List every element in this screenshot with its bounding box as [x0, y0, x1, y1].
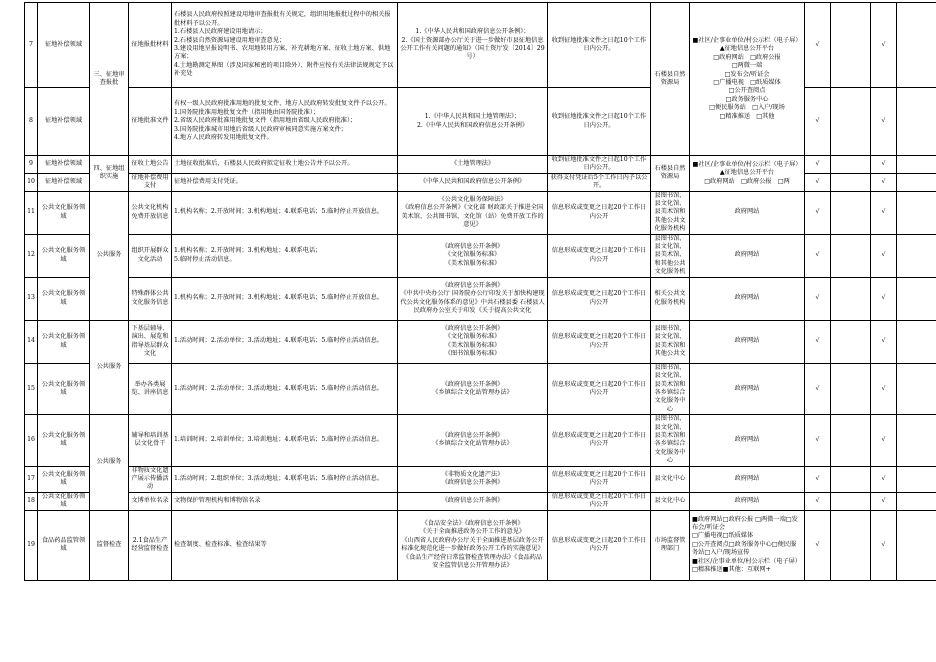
time-cell: 收到征地批准文件之日起10个工作日内公开。 — [548, 3, 651, 88]
item-level1: 征地补偿领域 — [38, 156, 90, 174]
channel-cell: 政府网站 — [690, 191, 805, 234]
item-level3: 非物质文化遗产展示传播活动 — [129, 466, 172, 492]
time-cell: 信息形成或变更之日起20个工作日内公开 — [548, 415, 651, 466]
item-level3: 公共文化机构免费开放信息 — [129, 191, 172, 234]
mark-cell — [897, 363, 936, 414]
subject-cell: 石楼县自然资源局 — [651, 156, 690, 192]
mark-cell: √ — [805, 510, 831, 580]
content-cell: 石楼县人民政府按照建设用地审查报批有关规定，组织用地报批过程中的相关报批材料予以公开。 1.石楼县人民政府建设用地请示； 2.石楼县自然资源局建设用地审查意见； 3.建设用地呈报说明书、农用地转用方案、补充耕地方案、征收土地方案、供地方案； 4.土地勘测定界图（涉及国家秘密的项目除外）、附件应按有关法律法规规定予以补充处 — [172, 3, 398, 88]
mark-cell: √ — [871, 510, 897, 580]
item-level2: 公共服务 — [90, 191, 129, 320]
basis-cell: 《公共文化服务保障法》 《政府信息公开条例》《文化部 财政部关于推进全国美术馆、公共图书馆、文化馆（站）免费开放工作的意见》 — [398, 191, 548, 234]
item-level1: 公共文化服务领域 — [38, 415, 90, 466]
mark-cell — [897, 173, 936, 191]
mark-cell: √ — [805, 320, 831, 363]
channel-cell: ■社区/企事业单位/村公示栏（电子屏） ▲征地信息公开平台 □政府网站 □政府公报 □两 — [690, 156, 805, 192]
subject-cell: 县图书馆、县文化馆、县美术馆和各乡镇综合文化服务中心 — [651, 363, 690, 414]
time-cell: 收到征地批准文件之日起10个工作日内公开。 — [548, 88, 651, 156]
mark-cell: √ — [871, 191, 897, 234]
time-cell: 信息形成或变更之日起20个工作日内公开 — [548, 320, 651, 363]
basis-cell: 《政府信息公开条例》 《中共中央办公厅 国务院办公厅印发关于加快构建现代公共文化服务体系的意见》中共石楼县委 石楼县人民政府办公室关于印发《关于提高公共文化 — [398, 277, 548, 320]
time-cell: 信息形成或变更之日起20个工作日内公开 — [548, 234, 651, 277]
item-level2: 公共服务 — [90, 415, 129, 510]
content-cell: 土地征收批准后，石楼县人民政府拟定征收土地公告并予以公开。 — [172, 156, 398, 174]
subject-cell: 县文化中心 — [651, 492, 690, 510]
mark-cell: √ — [805, 3, 831, 88]
item-level3: 辅导和培训基层文化骨干 — [129, 415, 172, 466]
mark-cell — [831, 466, 871, 492]
content-cell: 1.活动时间；2.组织单位；3.活动地址；4.联系电话；5.临时停止活动信息。 — [172, 466, 398, 492]
subject-cell: 县图书馆、县文化馆、县美术馆和其他公共文 — [651, 320, 690, 363]
mark-cell — [831, 156, 871, 174]
item-level2: 监督检查 — [90, 510, 129, 580]
content-cell: 征地补偿费用支付凭证。 — [172, 173, 398, 191]
item-level3: 征地批准文件 — [129, 88, 172, 156]
item-level2: 四、征地组织实施 — [90, 156, 129, 192]
table-row — [25, 320, 936, 363]
mark-cell: √ — [805, 191, 831, 234]
mark-cell — [897, 3, 936, 88]
row-number: 17 — [25, 466, 38, 492]
item-level3: 征地补偿费用支付 — [129, 173, 172, 191]
content-cell: 文物保护管理机构和博物馆名录 — [172, 492, 398, 510]
row-number: 10 — [25, 173, 38, 191]
content-cell: 1.机构名称；2.开放时间；3.机构地址；4.联系电话；5.临时停止开放信息。 — [172, 191, 398, 234]
basis-cell: 1.《中华人民共和国政府信息公开条例》； 2.《国土资源部办公厅关于进一步做好市县征地信息公开工作有关问题的通知》（国土资厅发〔2014〕29号） — [398, 3, 548, 88]
basis-cell: 《政府信息公开条例》 — [398, 492, 548, 510]
mark-cell — [897, 191, 936, 234]
mark-cell: √ — [805, 492, 831, 510]
channel-cell: 政府网站 — [690, 492, 805, 510]
mark-cell — [897, 234, 936, 277]
item-level3: 组织开展群众文化活动 — [129, 234, 172, 277]
mark-cell: √ — [871, 415, 897, 466]
mark-cell: √ — [805, 234, 831, 277]
item-level3: 举办各类展览、讲座信息 — [129, 363, 172, 414]
mark-cell: √ — [871, 363, 897, 414]
table-row — [25, 191, 936, 234]
time-cell: 信息形成或变更之日起20个工作日内公开 — [548, 492, 651, 510]
basis-cell: 《土地管理法》 — [398, 156, 548, 174]
channel-cell: 政府网站 — [690, 415, 805, 466]
table-row — [25, 363, 936, 414]
time-cell: 信息形成或变更之日起20个工作日内公开 — [548, 466, 651, 492]
basis-cell: 《中华人民共和国政府信息公开条例》 — [398, 173, 548, 191]
item-level1: 公共文化服务领域 — [38, 363, 90, 414]
item-level1: 食品药品监管领域 — [38, 510, 90, 580]
item-level3: 征地报批材料 — [129, 3, 172, 88]
subject-cell: 县图书馆、县文化馆、县美术馆和各乡镇综合文化服务中心 — [651, 415, 690, 466]
table-row — [25, 234, 936, 277]
basis-cell: 《政府信息公开条例》 《文化馆服务标准》 《美术馆服务标准》 — [398, 234, 548, 277]
content-cell: 检查制度、检查标准、检查结果等 — [172, 510, 398, 580]
mark-cell: √ — [871, 234, 897, 277]
item-level1: 公共文化服务领域 — [38, 466, 90, 492]
mark-cell: √ — [871, 173, 897, 191]
channel-cell: ■政府网站□政府公报 □两微一端□发布会/听证会 □广播电视□纸质媒体 □公开查阅点□政务服务中心□便民服务站□入户/现场宣传 ■社区/企事业单位/村公示栏（电子屏） □精准推送■其他：互联网+ — [690, 510, 805, 580]
mark-cell — [831, 363, 871, 414]
mark-cell — [831, 415, 871, 466]
mark-cell — [897, 277, 936, 320]
subject-cell: 县图书馆、县文化馆、县美术馆和其他公共文化服务机构 — [651, 191, 690, 234]
channel-cell: ■社区/企事业单位/村公示栏（电子屏） ▲征地信息公开平台 □政府网站 □政府公报 □两微一端 □发布会/听证会 □广播电视 □纸质媒体 □公开查阅点 □政务服务中心 □便民服务站 □入户/现场 □精准推送 □其他 — [690, 3, 805, 156]
subject-cell: 市场监督管理部门 — [651, 510, 690, 580]
basis-cell: 《非物质文化遗产法》 《政府信息公开条例》 — [398, 466, 548, 492]
subject-cell: 石楼县自然资源局 — [651, 3, 690, 156]
channel-cell: 政府网站 — [690, 363, 805, 414]
mark-cell — [897, 156, 936, 174]
channel-cell: 政府网站 — [690, 234, 805, 277]
item-level1: 公共文化服务领域 — [38, 320, 90, 363]
item-level1: 公共文化服务领域 — [38, 191, 90, 234]
mark-cell — [831, 277, 871, 320]
content-cell: 1.活动时间；2.活动单位；3.活动地址；4.联系电话；5.临时停止活动信息。 — [172, 320, 398, 363]
mark-cell — [831, 3, 871, 88]
mark-cell: √ — [871, 492, 897, 510]
mark-cell: √ — [871, 466, 897, 492]
mark-cell: √ — [871, 3, 897, 88]
channel-cell: 政府网站 — [690, 277, 805, 320]
table-row — [25, 3, 936, 88]
mark-cell: √ — [805, 415, 831, 466]
mark-cell: √ — [805, 363, 831, 414]
mark-cell — [897, 415, 936, 466]
table-row — [25, 277, 936, 320]
time-cell: 信息形成或变更之日起20个工作日内公开 — [548, 277, 651, 320]
table-row — [25, 156, 936, 174]
row-number: 19 — [25, 510, 38, 580]
mark-cell: √ — [871, 320, 897, 363]
item-level2: 公共服务 — [90, 320, 129, 414]
basis-cell: 1.《中华人民共和国土地管理法》； 2.《中华人民共和国政府信息公开条例》 — [398, 88, 548, 156]
mark-cell — [897, 510, 936, 580]
basis-cell: 《政府信息公开条例》 《文化馆服务标准》 《美术馆服务标准》 《图书馆服务标准》 — [398, 320, 548, 363]
basis-cell: 《食品安全法》《政府信息公开条例》 《关于全面推进政务公开工作的意见》 《山西省人民政府办公厅关于全面推进基层政务公开标准化规范化进一步做好政务公开工作的实施意见》《食品生产经营日常监督检查管理办法》《食品药品安全监管信息公开管理办法》 — [398, 510, 548, 580]
mark-cell — [831, 492, 871, 510]
time-cell: 信息形成或变更之日起20个工作日内公开 — [548, 510, 651, 580]
mark-cell — [831, 191, 871, 234]
disclosure-table — [24, 2, 936, 581]
time-cell: 获得支付凭证后5个工作日内予以公开。 — [548, 173, 651, 191]
item-level1: 公共文化服务领域 — [38, 492, 90, 510]
channel-cell: 政府网站 — [690, 320, 805, 363]
mark-cell: √ — [871, 88, 897, 156]
table-row — [25, 466, 936, 492]
item-level1: 征地补偿领域 — [38, 3, 90, 88]
row-number: 14 — [25, 320, 38, 363]
mark-cell — [897, 320, 936, 363]
item-level3: 征收土地公告 — [129, 156, 172, 174]
row-number: 13 — [25, 277, 38, 320]
mark-cell — [831, 234, 871, 277]
item-level3: 2.1食品生产经营监督检查 — [129, 510, 172, 580]
mark-cell — [831, 88, 871, 156]
mark-cell: √ — [805, 466, 831, 492]
mark-cell — [897, 466, 936, 492]
item-level2: 三、征地审查报批 — [90, 3, 129, 156]
table-row — [25, 492, 936, 510]
channel-cell: 政府网站 — [690, 466, 805, 492]
basis-cell: 《政府信息公开条例》 《乡镇综合文化站管理办法》 — [398, 415, 548, 466]
item-level1: 公共文化服务领域 — [38, 277, 90, 320]
mark-cell: √ — [805, 156, 831, 174]
row-number: 16 — [25, 415, 38, 466]
subject-cell: 县图书馆、县文化馆、县美术馆、和其他公共文化服务机 — [651, 234, 690, 277]
time-cell: 收到征地批准文件之日起10个工作日内公开。 — [548, 156, 651, 174]
row-number: 18 — [25, 492, 38, 510]
subject-cell: 县文化中心 — [651, 466, 690, 492]
mark-cell: √ — [805, 88, 831, 156]
mark-cell — [831, 320, 871, 363]
mark-cell: √ — [871, 156, 897, 174]
mark-cell: √ — [871, 277, 897, 320]
content-cell: 1.机构名称；2.开放时间；3.机构地址；4.联系电话； 5.临时停止活动信息。 — [172, 234, 398, 277]
row-number: 8 — [25, 88, 38, 156]
row-number: 15 — [25, 363, 38, 414]
content-cell: 1.活动时间；2.活动单位；3.活动地址；4.联系电话；5.临时停止活动信息。 — [172, 363, 398, 414]
item-level1: 公共文化服务领域 — [38, 234, 90, 277]
table-row — [25, 415, 936, 466]
row-number: 7 — [25, 3, 38, 88]
item-level3: 下基层辅导、演出、展览和指导基层群众文化 — [129, 320, 172, 363]
row-number: 12 — [25, 234, 38, 277]
content-cell: 1.培训时间；2.培训单位；3.培训地址；4.联系电话；5.临时停止活动信息。 — [172, 415, 398, 466]
time-cell: 信息形成或变更之日起20个工作日内公开 — [548, 191, 651, 234]
mark-cell — [831, 173, 871, 191]
content-cell: 1.机构名称；2.开放时间；3.机构地址；4.联系电话；5.临时停止开放信息。 — [172, 277, 398, 320]
mark-cell — [897, 88, 936, 156]
basis-cell: 《政府信息公开条例》 《乡镇综合文化站管理办法》 — [398, 363, 548, 414]
time-cell: 信息形成或变更之日起20个工作日内公开 — [548, 363, 651, 414]
table-row — [25, 510, 936, 580]
mark-cell: √ — [805, 173, 831, 191]
mark-cell — [897, 492, 936, 510]
row-number: 9 — [25, 156, 38, 174]
item-level3: 文博单位名录 — [129, 492, 172, 510]
item-level3: 特殊群体公共文化服务信息 — [129, 277, 172, 320]
mark-cell: √ — [805, 277, 831, 320]
content-cell: 有权一级人民政府批准用地的批复文件、地方人民政府转发批复文件予以公开。 1.国务院批准用地批复文件（指用地由国务院批准）； 2.省级人民政府批准用地批复文件（指用地由省级人民政府批准）； 3.国务院批准城市用地后省级人民政府审核同意实施方案文件； 4.地方人民政府转发用地批复文件。 — [172, 88, 398, 156]
mark-cell — [831, 510, 871, 580]
subject-cell: 相关公共文化服务机构 — [651, 277, 690, 320]
row-number: 11 — [25, 191, 38, 234]
item-level1: 征地补偿领域 — [38, 88, 90, 156]
item-level1: 征地补偿领域 — [38, 173, 90, 191]
